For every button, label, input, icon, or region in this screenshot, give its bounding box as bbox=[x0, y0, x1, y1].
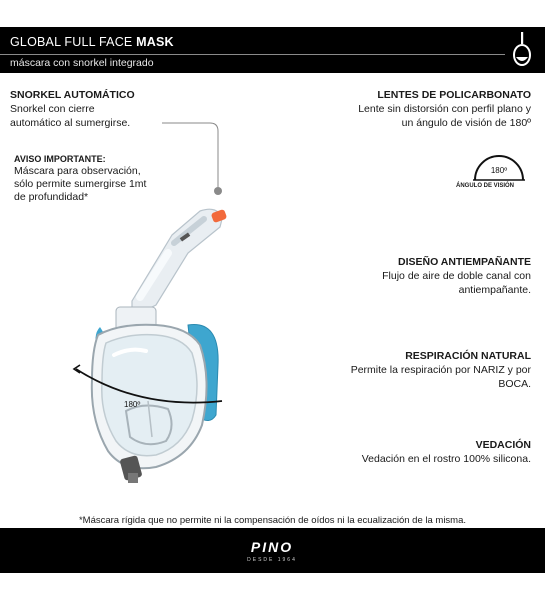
header-bar bbox=[0, 27, 545, 73]
product-title bbox=[10, 35, 174, 49]
snorkel-mask-icon bbox=[511, 31, 533, 67]
product-title-main: GLOBAL FULL FACE bbox=[10, 35, 137, 49]
warning-line-2: sólo permite sumergirse 1mt bbox=[14, 178, 147, 190]
footnote: *Máscara rígida que no permite ni la compensación de oídos ni la ecualización de la misma. bbox=[78, 515, 467, 526]
breathing-line-2: BOCA. bbox=[498, 378, 531, 390]
lens-title: LENTES DE POLICARBONATO bbox=[377, 89, 531, 101]
brand-tagline: DESDE 1964 bbox=[247, 557, 297, 563]
antifog-line-2: antiempañante. bbox=[458, 284, 531, 296]
seal-title: VEDACIÓN bbox=[475, 439, 531, 451]
angle-icon-label: ÁNGULO DE VISIÓN bbox=[456, 183, 515, 189]
brand-logo-text: PINO bbox=[250, 540, 294, 554]
mask-angle-label: 180º bbox=[124, 400, 141, 409]
lens-line-2: un ángulo de visión de 180º bbox=[401, 117, 531, 129]
snorkel-line-2: automático al sumergirse. bbox=[10, 117, 131, 129]
snorkel-leader-line bbox=[160, 118, 230, 198]
product-subtitle: máscara con snorkel integrado bbox=[10, 57, 154, 69]
antifog-title: DISEÑO ANTIEMPAÑANTE bbox=[397, 256, 531, 268]
antifog-line-1: Flujo de aire de doble canal con bbox=[382, 270, 531, 282]
warning-line-1: Máscara para observación, bbox=[14, 165, 141, 177]
snorkel-line-1: Snorkel con cierre bbox=[10, 103, 95, 115]
lens-line-1: Lente sin distorsión con perfil plano y bbox=[358, 103, 531, 115]
seal-line-1: Vedación en el rostro 100% silicona. bbox=[361, 453, 531, 465]
warning-line-3: de profundidad* bbox=[14, 191, 89, 203]
product-title-bold: MASK bbox=[136, 35, 174, 49]
header-divider bbox=[0, 54, 505, 55]
angle-icon-value: 180º bbox=[490, 166, 508, 175]
warning-title: AVISO IMPORTANTE: bbox=[14, 154, 106, 164]
brand-logo bbox=[236, 540, 308, 554]
breathing-line-1: Permite la respiración por NARIZ y por bbox=[350, 364, 531, 376]
mask-illustration bbox=[70, 205, 245, 500]
breathing-title: RESPIRACIÓN NATURAL bbox=[405, 350, 531, 362]
top-margin bbox=[0, 0, 545, 27]
snorkel-title: SNORKEL AUTOMÁTICO bbox=[10, 89, 135, 101]
